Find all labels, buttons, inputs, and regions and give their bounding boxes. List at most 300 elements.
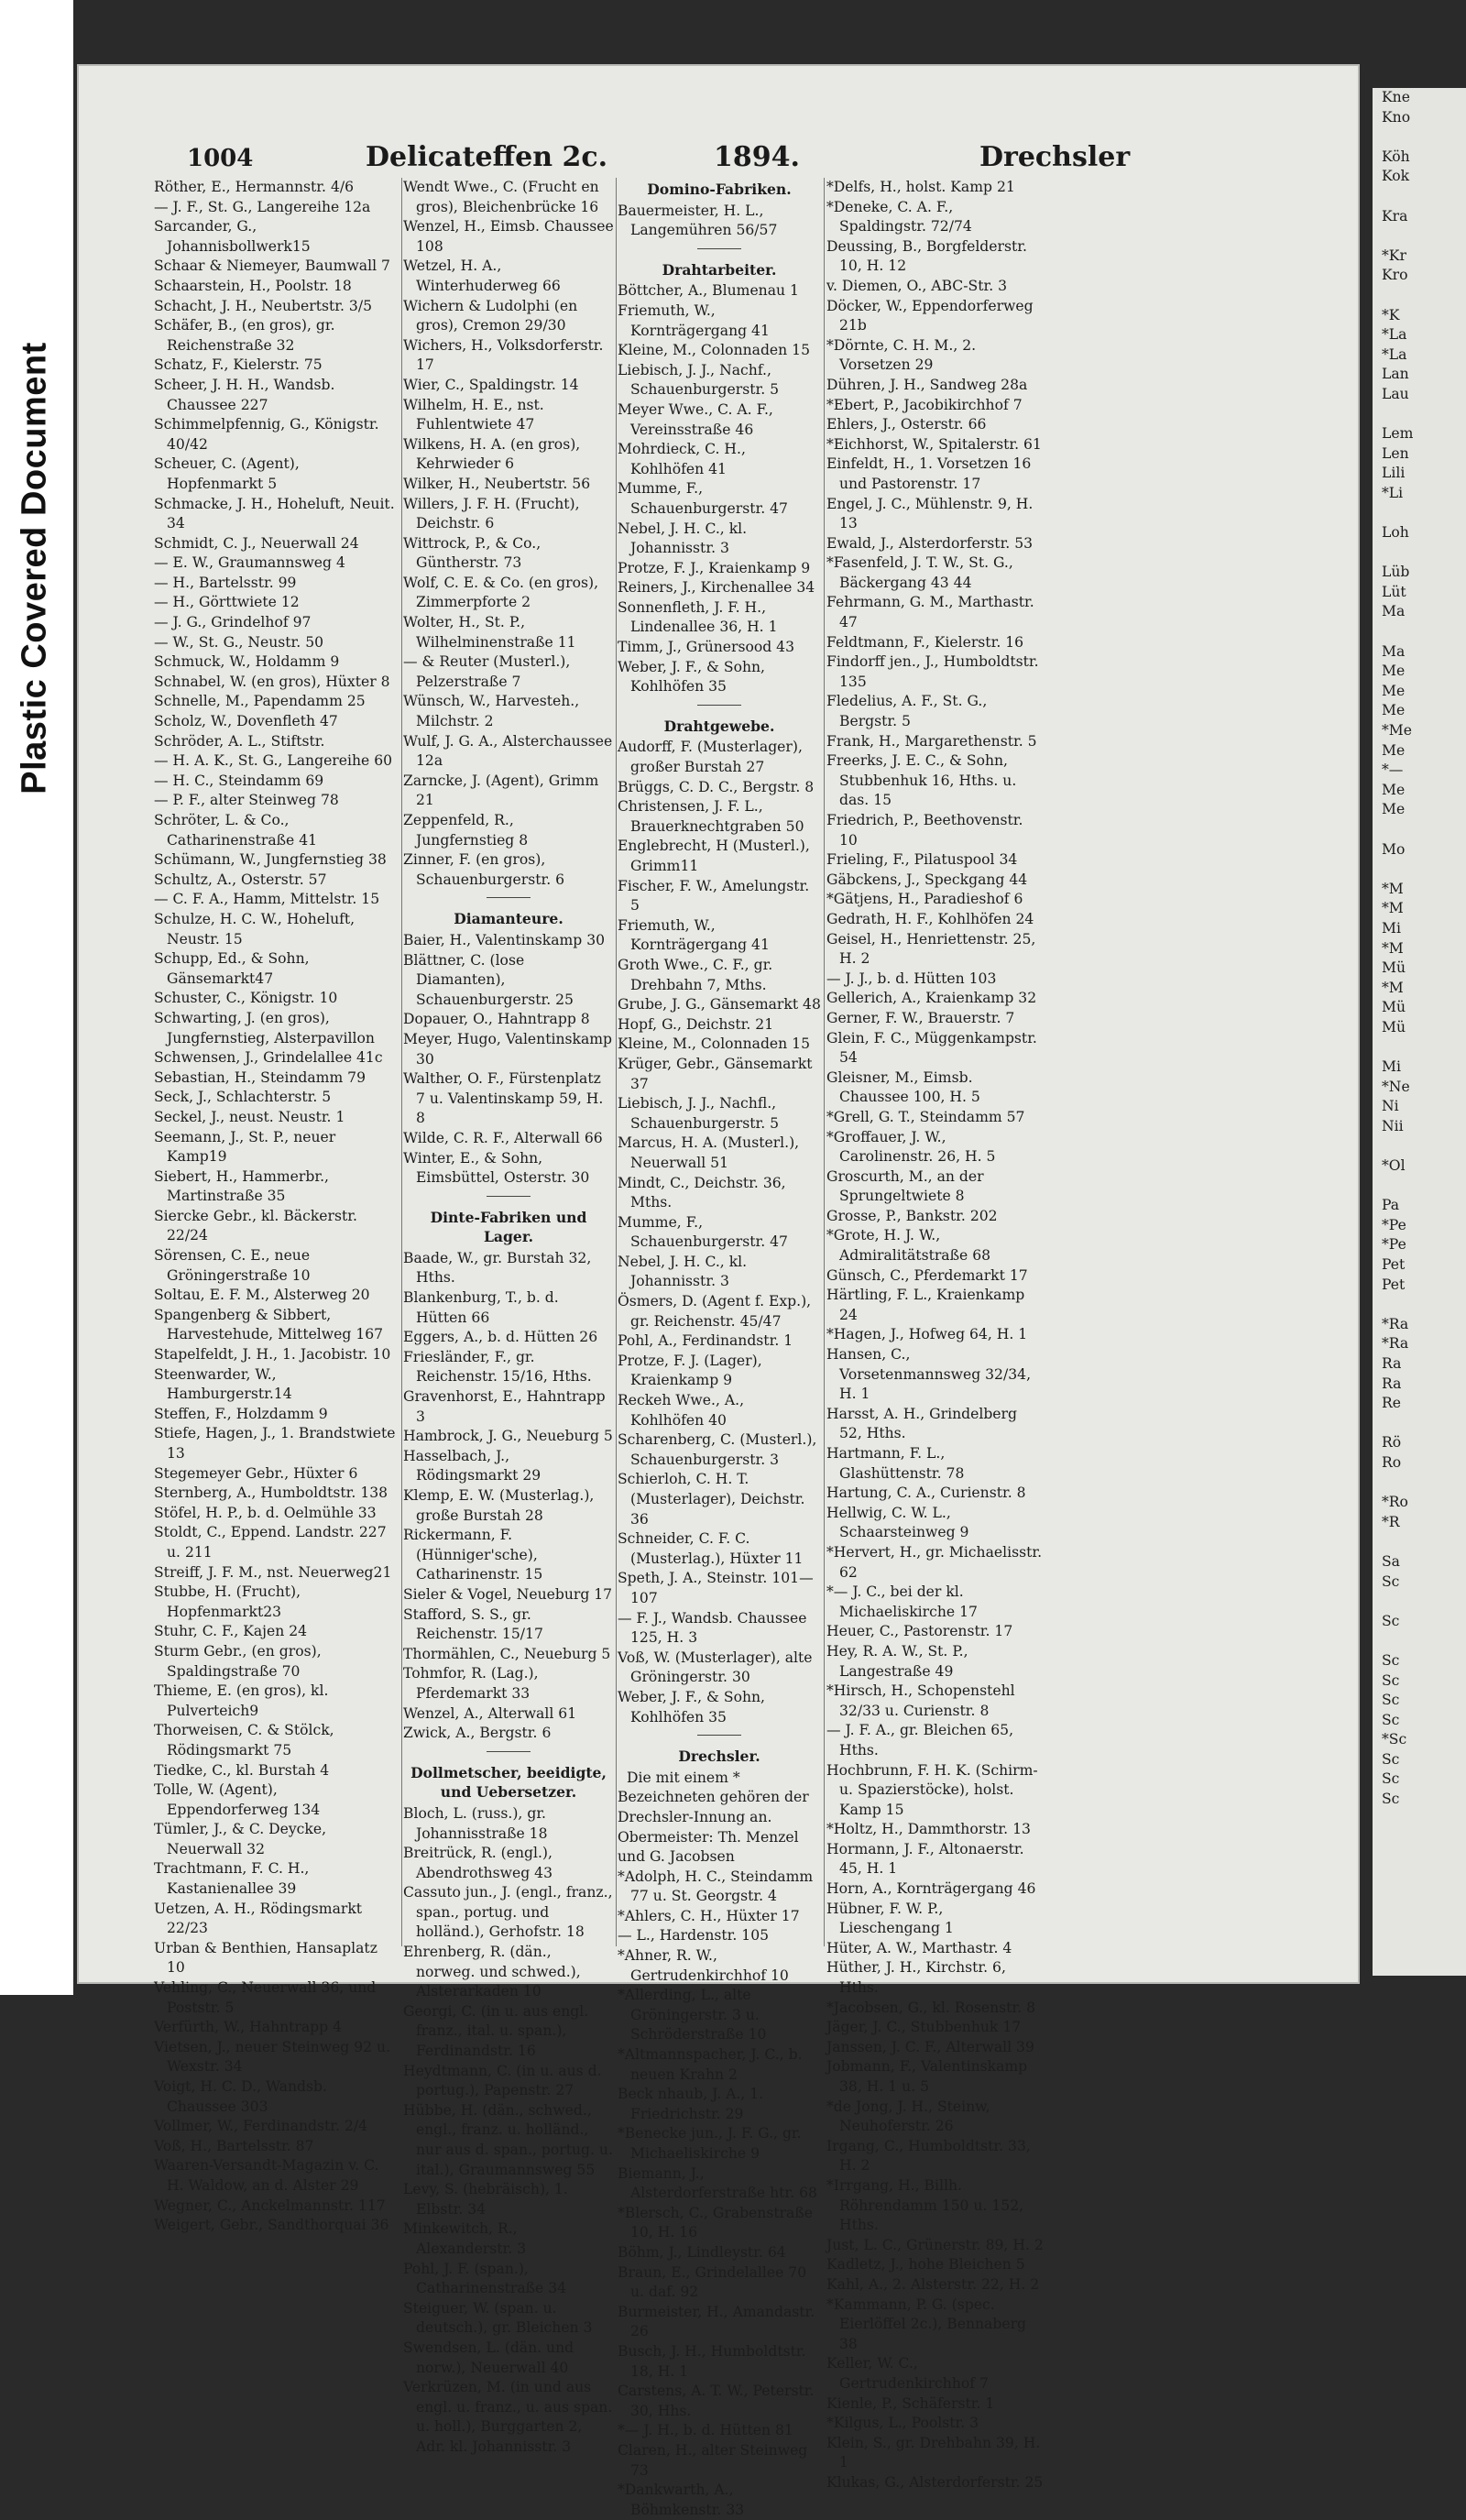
directory-entry: *Groffauer, J. W., Carolinenstr. 26, H. 5 bbox=[826, 1128, 996, 1166]
directory-entry: Minkewitch, R., Alexanderstr. 3 bbox=[403, 2220, 527, 2257]
directory-entry: Nebel, J. H. C., kl. Johannisstr. 3 bbox=[618, 1253, 748, 1290]
adjacent-page-fragment: *Ra bbox=[1382, 1335, 1409, 1353]
directory-entry: Hartung, C. A., Curienstr. 8 bbox=[826, 1485, 1026, 1502]
directory-entry: Liebisch, J. J., Nachf., Schauenburgerstr. 5 bbox=[618, 361, 780, 399]
directory-entry: *Gätjens, H., Paradieshof 6 bbox=[826, 891, 1023, 908]
directory-entry: Audorff, F. (Musterlager), großer Burstah 27 bbox=[618, 739, 803, 776]
directory-entry: *Kilgus, L., Poolstr. 3 bbox=[826, 2415, 979, 2432]
column-rule bbox=[824, 178, 825, 1946]
directory-entry: *Holtz, H., Dammthorstr. 13 bbox=[826, 1821, 1031, 1838]
directory-entry: Schupp, Ed., & Sohn, Gänsemarkt47 bbox=[154, 950, 310, 987]
directory-entry: Pohl, J. F. (span.), Catharinenstraße 34 bbox=[403, 2260, 567, 2297]
directory-entry: *— J. C., bei der kl. Michaeliskirche 17 bbox=[826, 1583, 978, 1620]
directory-entry: Wolter, H., St. P., Wilhelminenstraße 11 bbox=[403, 614, 576, 651]
directory-entry: Georgi, C. (in u. aus engl. franz., ital. u. span.), Ferdinandstr. 16 bbox=[403, 2002, 589, 2060]
adjacent-page-fragment bbox=[1373, 860, 1466, 880]
adjacent-page-fragment: *Pe bbox=[1382, 1216, 1406, 1233]
adjacent-page-fragment: Len bbox=[1382, 444, 1409, 462]
directory-entry: Wilhelm, H. E., nst. Fuhlentwiete 47 bbox=[403, 396, 544, 433]
directory-entry: Schaarstein, H., Poolstr. 18 bbox=[154, 277, 352, 294]
directory-entry: Willers, J. F. H. (Frucht), Deichstr. 6 bbox=[403, 495, 580, 532]
adjacent-page-fragment: Ma bbox=[1382, 642, 1406, 660]
directory-entry: Jobmann, F., Valentinskamp 38, H. 1 u. 5 bbox=[826, 2058, 1028, 2095]
directory-entry: Dopauer, O., Hahntrapp 8 bbox=[403, 1011, 590, 1028]
entries-dollmetscher bbox=[403, 1804, 614, 2458]
directory-entry: Steenwarder, W., Hamburgerstr.14 bbox=[154, 1365, 292, 1403]
directory-entry: Tiedke, C., kl. Burstah 4 bbox=[154, 1761, 330, 1779]
directory-entry: Wichern & Ludolphi (en gros), Cremon 29/30 bbox=[403, 297, 578, 334]
adjacent-page-fragment: Pa bbox=[1382, 1197, 1400, 1214]
adjacent-page-fragment: Pet bbox=[1382, 1276, 1406, 1293]
directory-entry: Liebisch, J. J., Nachfl., Schauenburgerstr. 5 bbox=[618, 1095, 780, 1132]
adjacent-page-fragment: Lüt bbox=[1382, 583, 1406, 600]
directory-entry: Geisel, H., Henriettenstr. 25, H. 2 bbox=[826, 930, 1036, 968]
directory-entry: *Hagen, J., Hofweg 64, H. 1 bbox=[826, 1326, 1028, 1343]
section-heading-domino-fabriken: Domino-Fabriken. bbox=[647, 181, 792, 198]
adjacent-page-fragment: Sc bbox=[1382, 1770, 1400, 1788]
directory-entry: Heydtmann, C. (in u. aus d. portug.), Papenstr. 27 bbox=[403, 2062, 602, 2099]
adjacent-page-fragment: Kro bbox=[1382, 267, 1408, 284]
column-3 bbox=[618, 178, 821, 2518]
section-heading-drahtarbeiter: Drahtarbeiter. bbox=[662, 260, 777, 279]
directory-entry: Stegemeyer Gebr., Hüxter 6 bbox=[154, 1464, 358, 1482]
directory-entry: Wenzel, A., Alterwall 61 bbox=[403, 1704, 577, 1722]
directory-entry: Sörensen, C. E., neue Gröningerstraße 10 bbox=[154, 1247, 311, 1284]
directory-entry: Hartmann, F. L., Glashüttenstr. 78 bbox=[826, 1445, 965, 1482]
directory-entry: *Altmannspacher, J. C., b. neuen Krahn 2 bbox=[618, 2046, 803, 2083]
directory-entry: Hey, R. A. W., St. P., Langestraße 49 bbox=[826, 1642, 968, 1680]
directory-entry: Irgang, C., Humboldtstr. 33, H. 2 bbox=[826, 2137, 1031, 2175]
page-year: 1894. bbox=[714, 141, 800, 173]
directory-entry: *Jacobsen, G., kl. Rosenstr. 8 bbox=[826, 1999, 1036, 2016]
directory-entry: Sieler & Vogel, Neueburg 17 bbox=[403, 1585, 613, 1603]
directory-entry: Mumme, F., Schauenburgerstr. 47 bbox=[618, 480, 788, 517]
directory-entry: Hüther, J. H., Kirchstr. 6, Hths. bbox=[826, 1959, 1006, 1997]
directory-entry: Döcker, W., Eppendorferweg 21b bbox=[826, 297, 1034, 334]
directory-entry: Beck nhaub, J. A., 1. Friedrichstr. 29 bbox=[618, 2086, 764, 2122]
directory-entry: Friedrich, P., Beethovenstr. 10 bbox=[826, 812, 1023, 849]
directory-entry: Zeppenfeld, R., Jungfernstieg 8 bbox=[403, 812, 529, 849]
adjacent-page-fragment bbox=[1373, 1532, 1466, 1552]
adjacent-page-fragment: Ro bbox=[1382, 1453, 1402, 1471]
directory-entry: Urban & Benthien, Hansaplatz 10 bbox=[154, 1939, 377, 1977]
adjacent-page-fragment: Loh bbox=[1382, 524, 1409, 542]
directory-entry: Schröter, L. & Co., Catharinenstraße 41 bbox=[154, 812, 318, 849]
directory-entry: Schwarting, J. (en gros), Jungfernstieg, Alsterpavillon bbox=[154, 1009, 375, 1046]
directory-page bbox=[77, 64, 1360, 2518]
adjacent-page-fragment: Sc bbox=[1382, 1711, 1400, 1728]
directory-entry: Wendt Wwe., C. (Frucht en gros), Bleichenbrücke 16 bbox=[403, 179, 599, 215]
directory-entry: Friesländer, F., gr. Reichenstr. 15/16, Hths. bbox=[403, 1348, 592, 1386]
directory-entry: Baade, W., gr. Burstah 32, Hths. bbox=[403, 1249, 592, 1287]
directory-entry: *Grote, H. J. W., Admiralitätstraße 68 bbox=[826, 1227, 991, 1265]
section-heading-dinte-fabriken: Dinte-Fabriken und Lager. bbox=[430, 1208, 587, 1246]
directory-entry: Groscurth, M., an der Sprungeltwiete 8 bbox=[826, 1167, 984, 1205]
adjacent-page-fragment: Me bbox=[1382, 801, 1406, 818]
directory-entry: Schmuck, W., Holdamm 9 bbox=[154, 653, 340, 671]
adjacent-page-fragment bbox=[1373, 622, 1466, 642]
directory-entry: Kleine, M., Colonnaden 15 bbox=[618, 342, 811, 359]
directory-entry: Stöfel, H. P., b. d. Oelmühle 33 bbox=[154, 1504, 377, 1521]
adjacent-page-fragment: Mi bbox=[1382, 919, 1401, 937]
adjacent-page-fragment: Lem bbox=[1382, 425, 1414, 443]
directory-entry: Steffen, F., Holzdamm 9 bbox=[154, 1405, 328, 1422]
adjacent-page-fragment: Lan bbox=[1382, 366, 1409, 383]
directory-entry: Levy, S. (hebräisch), 1. Elbstr. 34 bbox=[403, 2181, 568, 2218]
directory-entry: Weigert, Gebr., Sandthorquai 36 bbox=[154, 2217, 389, 2234]
directory-entry: Siercke Gebr., kl. Bäckerstr. 22/24 bbox=[154, 1207, 357, 1244]
adjacent-page-fragment: Pet bbox=[1382, 1256, 1406, 1274]
directory-entry: Christensen, J. F. L., Brauerknechtgraben 50 bbox=[618, 798, 804, 835]
directory-entry: Dühren, J. H., Sandweg 28a bbox=[826, 376, 1028, 393]
directory-entry: Voß, H., Bartelsstr. 87 bbox=[154, 2137, 314, 2154]
column-rule bbox=[401, 178, 402, 1946]
directory-entry: Walther, O. F., Fürstenplatz 7 u. Valentinskamp 59, H. 8 bbox=[403, 1070, 604, 1127]
adjacent-page-fragment: *Sc bbox=[1382, 1731, 1407, 1748]
adjacent-page-edge bbox=[1373, 88, 1466, 1976]
entries-drahtgewebe bbox=[618, 738, 821, 1727]
directory-entry: Blankenburg, T., b. d. Hütten 66 bbox=[403, 1289, 559, 1326]
directory-entry: Stubbe, H. (Frucht), Hopfenmarkt23 bbox=[154, 1583, 301, 1620]
directory-entry: Schimmelpfennig, G., Königstr. 40/42 bbox=[154, 416, 379, 453]
directory-entry: Kleine, M., Colonnaden 15 bbox=[618, 1035, 811, 1053]
directory-entry: Breitrück, R. (engl.), Abendrothsweg 43 bbox=[403, 1845, 553, 1881]
adjacent-page-fragment: *Ra bbox=[1382, 1315, 1409, 1332]
directory-entry: — J. F., St. G., Langereihe 12a bbox=[154, 198, 371, 215]
directory-entry: *Blersch, C., Grabenstraße 10, H. 16 bbox=[618, 2204, 813, 2241]
plastic-covered-label: Plastic Covered Document bbox=[15, 342, 54, 794]
directory-entry: — H. A. K., St. G., Langereihe 60 bbox=[154, 752, 393, 770]
directory-entry: Klemp, E. W. (Musterlag.), große Burstah 28 bbox=[403, 1487, 595, 1524]
adjacent-page-fragment: Sa bbox=[1382, 1552, 1400, 1570]
directory-entry: Böhm, J., Lindleystr. 64 bbox=[618, 2243, 786, 2261]
directory-entry: Groth Wwe., C. F., gr. Drehbahn 7, Mths. bbox=[618, 956, 773, 993]
adjacent-page-fragment bbox=[1373, 1631, 1466, 1651]
guild-note: Die mit einem * Bezeichneten gehören der Drechsler-Innung an. Obermeister: Th. Menzel und G. Jacobsen bbox=[618, 1769, 809, 1866]
scan-margin bbox=[0, 0, 73, 1995]
directory-entry: *Delfs, H., holst. Kamp 21 bbox=[826, 179, 1015, 195]
directory-entry: Seck, J., Schlachterstr. 5 bbox=[154, 1089, 332, 1106]
adjacent-page-fragment: *Ro bbox=[1382, 1494, 1408, 1511]
directory-entry: *Eichhorst, W., Spitalerstr. 61 bbox=[826, 435, 1042, 453]
page-right-title: Drechsler bbox=[979, 141, 1131, 173]
directory-entry: *Dörnte, C. H. M., 2. Vorsetzen 29 bbox=[826, 336, 977, 374]
adjacent-page-fragment: Kno bbox=[1382, 108, 1411, 126]
adjacent-page-fragment bbox=[1373, 1038, 1466, 1058]
directory-entry: Meyer Wwe., C. A. F., Vereinsstraße 46 bbox=[618, 400, 773, 438]
directory-entry: Härtling, F. L., Kraienkamp 24 bbox=[826, 1287, 1025, 1323]
directory-entry: Siebert, H., Hammerbr., Martinstraße 35 bbox=[154, 1167, 329, 1205]
directory-entry: Timm, J., Grünersood 43 bbox=[618, 639, 795, 656]
directory-entry: Busch, J. H., Humboldtstr. 18, H. 1 bbox=[618, 2342, 806, 2380]
directory-entry: *Dankwarth, A., Böhmkenstr. 33 bbox=[618, 2482, 745, 2518]
directory-entry: Scheuer, C. (Agent), Hopfenmarkt 5 bbox=[154, 455, 300, 492]
directory-entry: Pohl, A., Ferdinandstr. 1 bbox=[618, 1332, 793, 1350]
entries-drahtarbeiter bbox=[618, 281, 821, 696]
directory-entry: Hellwig, C. W. L., Schaarsteinweg 9 bbox=[826, 1504, 969, 1541]
directory-entry: Gerner, F. W., Brauerstr. 7 bbox=[826, 1009, 1015, 1026]
directory-entry: Ewald, J., Alsterdorferstr. 53 bbox=[826, 534, 1034, 552]
adjacent-page-fragment: Kne bbox=[1382, 89, 1410, 105]
directory-entry: Freerks, J. E. C., & Sohn, Stubbenhuk 16, Hths. u. das. 15 bbox=[826, 752, 1017, 809]
directory-entry: Schäfer, B., (en gros), gr. Reichenstraße 32 bbox=[154, 317, 335, 354]
directory-entry: Schuster, C., Königstr. 10 bbox=[154, 990, 338, 1007]
directory-entry: Burmeister, H., Amandastr. 26 bbox=[618, 2303, 815, 2340]
directory-entry: Baier, H., Valentinskamp 30 bbox=[403, 931, 606, 948]
adjacent-page-fragment: Re bbox=[1382, 1395, 1401, 1412]
directory-entry: Wetzel, H. A., Winterhuderweg 66 bbox=[403, 257, 561, 294]
directory-entry: Brüggs, C. D. C., Bergstr. 8 bbox=[618, 778, 815, 795]
column-1 bbox=[154, 178, 399, 2234]
adjacent-page-fragment: Sc bbox=[1382, 1692, 1400, 1709]
adjacent-page-fragment: *Ne bbox=[1382, 1078, 1410, 1095]
directory-entry: Vollmer, W., Ferdinandstr. 2/4 bbox=[154, 2118, 368, 2135]
directory-entry: Speth, J. A., Steinstr. 101—107 bbox=[618, 1570, 814, 1606]
adjacent-page-fragment: *M bbox=[1382, 979, 1404, 996]
adjacent-page-fragment: Me bbox=[1382, 781, 1406, 798]
directory-entry: Wilkens, H. A. (en gros), Kehrwieder 6 bbox=[403, 435, 581, 473]
directory-entry: Weber, J. F., & Sohn, Kohlhöfen 35 bbox=[618, 658, 766, 696]
adjacent-page-fragment: *M bbox=[1382, 880, 1404, 897]
adjacent-page-fragment: Mo bbox=[1382, 840, 1406, 858]
column-rule bbox=[616, 178, 617, 1946]
adjacent-page-fragment: *Ol bbox=[1382, 1157, 1406, 1175]
directory-entry: Sternberg, A., Humboldtstr. 138 bbox=[154, 1485, 388, 1502]
directory-entry: Trachtmann, F. C. H., Kastanienallee 39 bbox=[154, 1860, 310, 1898]
directory-entry: Mohrdieck, C. H., Kohlhöfen 41 bbox=[618, 441, 746, 477]
directory-entry: Thormählen, C., Neueburg 5 bbox=[403, 1645, 611, 1662]
adjacent-page-fragment: Lüb bbox=[1382, 564, 1410, 581]
entries-drechsler bbox=[618, 1868, 821, 2520]
directory-entry: Hambrock, J. G., Neueburg 5 bbox=[403, 1428, 613, 1445]
directory-entry: Braun, E., Grindelallee 70 u. daf. 92 bbox=[618, 2263, 807, 2301]
directory-entry: — L., Hardenstr. 105 bbox=[618, 1927, 770, 1945]
directory-entry: *Ebert, P., Jacobikirchhof 7 bbox=[826, 396, 1023, 413]
directory-entry: Glein, F. C., Müggenkampstr. 54 bbox=[826, 1029, 1037, 1067]
directory-entry: Hormann, J. F., Altonaerstr. 45, H. 1 bbox=[826, 1840, 1024, 1878]
adjacent-page-fragment: Lau bbox=[1382, 385, 1409, 402]
directory-entry: Reiners, J., Kirchenallee 34 bbox=[618, 579, 815, 597]
directory-entry: Sarcander, G., Johannisbollwerk15 bbox=[154, 218, 311, 255]
directory-entry: Jäger, J. C., Stubbenhuk 17 bbox=[826, 2019, 1022, 2036]
directory-entry: *Irrgang, H., Billh. Röhrendamm 150 u. 152, Hths. bbox=[826, 2176, 1024, 2234]
directory-entry: Cassuto jun., J. (engl., franz., span., portug. und holländ.), Gerhofstr. 18 bbox=[403, 1884, 613, 1941]
adjacent-page-fragment: *La bbox=[1382, 326, 1407, 344]
directory-entry: Friemuth, W., Kornträgergang 41 bbox=[618, 301, 770, 339]
directory-entry: Wenzel, H., Eimsb. Chaussee 108 bbox=[403, 218, 614, 255]
directory-entry: *Ahner, R. W., Gertrudenkirchhof 10 bbox=[618, 1947, 789, 1984]
entries-dinte-fabriken bbox=[403, 1249, 614, 1744]
entries-delicatessen bbox=[403, 178, 614, 890]
directory-entry: Krüger, Gebr., Gänsemarkt 37 bbox=[618, 1055, 813, 1092]
directory-entry: Seemann, J., St. P., neuer Kamp19 bbox=[154, 1128, 336, 1166]
directory-entry: Voß, W. (Musterlager), alte Gröningerstr. 30 bbox=[618, 1649, 813, 1686]
directory-entry: Schulze, H. C. W., Hoheluft, Neustr. 15 bbox=[154, 910, 356, 948]
adjacent-page-fragment: Ma bbox=[1382, 603, 1406, 620]
directory-entry: Klukas, G., Alsterdorferstr. 25 bbox=[826, 2473, 1044, 2491]
page-number: 1004 bbox=[187, 145, 254, 172]
adjacent-page-fragment: Sc bbox=[1382, 1750, 1400, 1768]
adjacent-page-fragment: Sc bbox=[1382, 1651, 1400, 1669]
directory-entry: Protze, F. J. (Lager), Kraienkamp 9 bbox=[618, 1352, 762, 1389]
column-4 bbox=[826, 178, 1044, 2491]
adjacent-page-fragment: Me bbox=[1382, 741, 1406, 759]
directory-entry: Hochbrunn, F. H. K. (Schirm- u. Spazierstöcke), holst. Kamp 15 bbox=[826, 1761, 1038, 1818]
directory-entry: Swendsen, L. (dän. und norw.), Neuerwall 40 bbox=[403, 2339, 574, 2376]
adjacent-page-fragment: *Li bbox=[1382, 484, 1404, 501]
directory-entry: Schröder, A. L., Stiftstr. bbox=[154, 732, 325, 750]
directory-entry: — J. J., b. d. Hütten 103 bbox=[826, 970, 997, 987]
directory-entry: Heuer, C., Pastorenstr. 17 bbox=[826, 1623, 1013, 1640]
adjacent-page-fragment: Kra bbox=[1382, 207, 1408, 225]
directory-entry: Verkrüzen, M. (in und aus engl. u. franz., u. aus span. u. holl.), Burggarten 2, Adr. kl. Johannisstr. 3 bbox=[403, 2379, 613, 2455]
directory-entry: Wichers, H., Volksdorferstr. 17 bbox=[403, 336, 604, 374]
directory-entry: Gravenhorst, E., Hahntrapp 3 bbox=[403, 1388, 606, 1425]
section-heading-drahtgewebe: Drahtgewebe. bbox=[663, 717, 775, 735]
directory-entry: Verfürth, W., Hahntrapp 4 bbox=[154, 2019, 343, 2036]
directory-entry: Blättner, C. (lose Diamanten), Schauenburgerstr. 25 bbox=[403, 951, 574, 1008]
directory-entry: *Deneke, C. A. F., Spaldingstr. 72/74 bbox=[826, 198, 972, 236]
directory-entry: Schnabel, W. (en gros), Hüxter 8 bbox=[154, 673, 390, 690]
adjacent-page-fragment: Mü bbox=[1382, 999, 1406, 1016]
directory-entry: Biemann, J., Alsterdorferstraße htr. 68 bbox=[618, 2164, 817, 2202]
directory-entry: Steiguer, W. (span. u. deutsch.), gr. Bleichen 3 bbox=[403, 2299, 593, 2337]
directory-entry: Schwensen, J., Grindelallee 41c bbox=[154, 1049, 383, 1067]
adjacent-page-fragment: Me bbox=[1382, 663, 1406, 680]
directory-entry: — H., Bartelsstr. 99 bbox=[154, 574, 297, 591]
adjacent-page-fragment bbox=[1373, 1474, 1466, 1494]
directory-entry: Meyer, Hugo, Valentinskamp 30 bbox=[403, 1030, 613, 1068]
directory-entry: Vehling, C., Neuerwall 36, und Poststr. 5 bbox=[154, 1979, 377, 2016]
directory-entry: Vietsen, J., neuer Steinweg 92 u. Wexstr. 34 bbox=[154, 2038, 391, 2076]
directory-entry: Rickermann, F. (Hünniger'sche), Catharinenstr. 15 bbox=[403, 1527, 543, 1583]
directory-entry: Marcus, H. A. (Musterl.), Neuerwall 51 bbox=[618, 1134, 800, 1171]
directory-entry: Janssen, J. C. F., Alterwall 39 bbox=[826, 2038, 1034, 2055]
directory-entry: *Benecke jun., J. F. G., gr. Michaeliskirche 9 bbox=[618, 2125, 802, 2162]
directory-entry: Winter, E., & Sohn, Eimsbüttel, Osterstr. 30 bbox=[403, 1149, 590, 1187]
entries-diamanteure bbox=[403, 931, 614, 1189]
directory-entry: Hübbe, H. (dän., schwed., engl., franz. u. holländ., nur aus d. span., portug. u. ital.), Graumannsweg 55 bbox=[403, 2101, 613, 2178]
adjacent-page-fragment: Ni bbox=[1382, 1098, 1399, 1115]
directory-entry: Gleisner, M., Eimsb. Chaussee 100, H. 5 bbox=[826, 1068, 980, 1106]
directory-entry: Protze, F. J., Kraienkamp 9 bbox=[618, 559, 811, 576]
directory-entry: *Fasenfeld, J. T. W., St. G., Bäckergang 43 44 bbox=[826, 554, 1013, 591]
directory-entry: Sebastian, H., Steindamm 79 bbox=[154, 1068, 366, 1086]
adjacent-page-fragment: Me bbox=[1382, 682, 1406, 699]
directory-entry: *Adolph, H. C., Steindamm 77 u. St. Georgstr. 4 bbox=[618, 1868, 814, 1905]
directory-entry: Wolf, C. E. & Co. (en gros), Zimmerpforte 2 bbox=[403, 574, 599, 611]
directory-entry: Stiefe, Hagen, J., 1. Brandstwiete 13 bbox=[154, 1425, 396, 1462]
directory-entry: v. Diemen, O., ABC-Str. 3 bbox=[826, 277, 1008, 294]
directory-entry: Deussing, B., Borgfelderstr. 10, H. 12 bbox=[826, 237, 1027, 275]
directory-entry: Englebrecht, H (Musterl.), Grimm11 bbox=[618, 838, 810, 874]
adjacent-page-fragment: *Me bbox=[1382, 722, 1412, 739]
directory-entry: — H. C., Steindamm 69 bbox=[154, 772, 324, 789]
adjacent-page-fragment: *K bbox=[1382, 306, 1400, 323]
directory-entry: Röther, E., Hermannstr. 4/6 bbox=[154, 179, 355, 195]
directory-entry: Einfeldt, H., 1. Vorsetzen 16 und Pastorenstr. 17 bbox=[826, 455, 1032, 492]
directory-entry: Nebel, J. H. C., kl. Johannisstr. 3 bbox=[618, 520, 748, 557]
directory-entry: Grosse, P., Bankstr. 202 bbox=[826, 1207, 998, 1224]
directory-entry: — & Reuter (Musterl.), Pelzerstraße 7 bbox=[403, 653, 571, 690]
directory-entry: *Hervert, H., gr. Michaelisstr. 62 bbox=[826, 1543, 1043, 1581]
directory-entry: Feldtmann, F., Kielerstr. 16 bbox=[826, 633, 1024, 651]
directory-entry: Zinner, F. (en gros), Schauenburgerstr. 6 bbox=[403, 851, 565, 888]
adjacent-page-fragment: Rö bbox=[1382, 1434, 1402, 1452]
directory-entry: Schultz, A., Osterstr. 57 bbox=[154, 871, 327, 888]
directory-entry: Mumme, F., Schauenburgerstr. 47 bbox=[618, 1213, 788, 1251]
directory-entry: Schaar & Niemeyer, Baumwall 7 bbox=[154, 257, 390, 275]
directory-entry: Tümler, J., & C. Deycke, Neuerwall 32 bbox=[154, 1821, 327, 1857]
directory-entry: Mindt, C., Deichstr. 36, Mths. bbox=[618, 1174, 786, 1211]
section-separator bbox=[697, 705, 741, 706]
adjacent-page-fragment bbox=[1373, 1177, 1466, 1197]
directory-entry: — J. F. A., gr. Bleichen 65, Hths. bbox=[826, 1722, 1014, 1759]
directory-entry: Fehrmann, G. M., Marthastr. 47 bbox=[826, 594, 1034, 631]
page-title: Delicateffen 2c. bbox=[366, 141, 608, 173]
adjacent-page-fragment: Sc bbox=[1382, 1572, 1400, 1590]
adjacent-page-fragment: Sc bbox=[1382, 1671, 1400, 1689]
directory-entry: Gellerich, A., Kraienkamp 32 bbox=[826, 990, 1037, 1007]
directory-entry: Fledelius, A. F., St. G., Bergstr. 5 bbox=[826, 693, 988, 730]
directory-entry: Spangenberg & Sibbert, Harvestehude, Mittelweg 167 bbox=[154, 1306, 384, 1343]
directory-entry: Scholz, W., Dovenfleth 47 bbox=[154, 713, 338, 730]
directory-entry: Schmacke, J. H., Hoheluft, Neuit. 34 bbox=[154, 495, 395, 532]
directory-entry: Schnelle, M., Papendamm 25 bbox=[154, 693, 366, 710]
directory-entry: — C. F. A., Hamm, Mittelstr. 15 bbox=[154, 891, 380, 908]
directory-entry: Schneider, C. F. C. (Musterlag.), Hüxter 11 bbox=[618, 1530, 804, 1567]
directory-entry: Hasselbach, J., Rödingsmarkt 29 bbox=[403, 1447, 542, 1485]
directory-entry: Kahl, A., 2. Alsterstr. 22, H. 2 bbox=[826, 2275, 1040, 2293]
directory-entry: Stafford, S. S., gr. Reichenstr. 15/17 bbox=[403, 1605, 543, 1643]
adjacent-page-fragment: Ra bbox=[1382, 1355, 1402, 1372]
directory-entry: Friemuth, W., Kornträgergang 41 bbox=[618, 916, 770, 954]
entries-domino-fabriken bbox=[618, 202, 821, 241]
directory-entry: Thieme, E. (en gros), kl. Pulverteich9 bbox=[154, 1682, 329, 1719]
adjacent-page-fragment bbox=[1373, 1136, 1466, 1156]
directory-entry: Harsst, A. H., Grindelberg 52, Hths. bbox=[826, 1405, 1017, 1442]
directory-entry: Kienle, P., Schäferstr. 1 bbox=[826, 2394, 995, 2412]
adjacent-page-fragment: Köh bbox=[1382, 148, 1410, 165]
directory-entry: Uetzen, A. H., Rödingsmarkt 22/23 bbox=[154, 1900, 363, 1937]
adjacent-page-fragment: Nii bbox=[1382, 1117, 1404, 1134]
directory-entry: Böttcher, A., Blumenau 1 bbox=[618, 282, 799, 300]
adjacent-page-fragment bbox=[1373, 1414, 1466, 1434]
directory-entry: Hopf, G., Deichstr. 21 bbox=[618, 1015, 774, 1033]
directory-entry: *Kammann, P. G. (spec. Eierlöffel 2c.), Bennaberg 38 bbox=[826, 2295, 1027, 2352]
adjacent-page-fragment: *Kr bbox=[1382, 247, 1406, 264]
directory-entry: Klein, S., gr. Drehbahn 39, H. 1 bbox=[826, 2434, 1041, 2471]
adjacent-page-fragment: Sc bbox=[1382, 1791, 1400, 1808]
directory-entry: Hübner, F. W. P., Lieschengang 1 bbox=[826, 1900, 954, 1937]
directory-entry: Wünsch, W., Harvesteh., Milchstr. 2 bbox=[403, 693, 580, 730]
directory-entry: Wilker, H., Neubertstr. 56 bbox=[403, 475, 591, 492]
adjacent-page-fragment bbox=[1373, 286, 1466, 306]
adjacent-page-fragment bbox=[1373, 543, 1466, 564]
directory-entry: Stoldt, C., Eppend. Landstr. 227 u. 211 bbox=[154, 1524, 387, 1561]
directory-entry: Günsch, C., Pferdemarkt 17 bbox=[826, 1266, 1028, 1284]
directory-entry: Just, L. C., Grünerstr. 89, H. 2 bbox=[826, 2236, 1044, 2253]
adjacent-page-fragment: Me bbox=[1382, 702, 1406, 719]
directory-entry: *Hirsch, H., Schopenstehl 32/33 u. Curienstr. 8 bbox=[826, 1682, 1015, 1719]
directory-entry: Hüter, A. W., Marthastr. 4 bbox=[826, 1939, 1012, 1956]
directory-entry: Frieling, F., Pilatuspool 34 bbox=[826, 851, 1018, 869]
directory-entry: Hansen, C., Vorsetenmannsweg 32/34, H. 1 bbox=[826, 1346, 1032, 1403]
directory-entry: *— J. H., b. d. Hütten 81 bbox=[618, 2422, 793, 2439]
directory-entry: — F. J., Wandsb. Chaussee 125, H. 3 bbox=[618, 1609, 807, 1647]
directory-entry: *Ahlers, C. H., Hüxter 17 bbox=[618, 1907, 800, 1924]
adjacent-page-fragment: *M bbox=[1382, 939, 1404, 957]
